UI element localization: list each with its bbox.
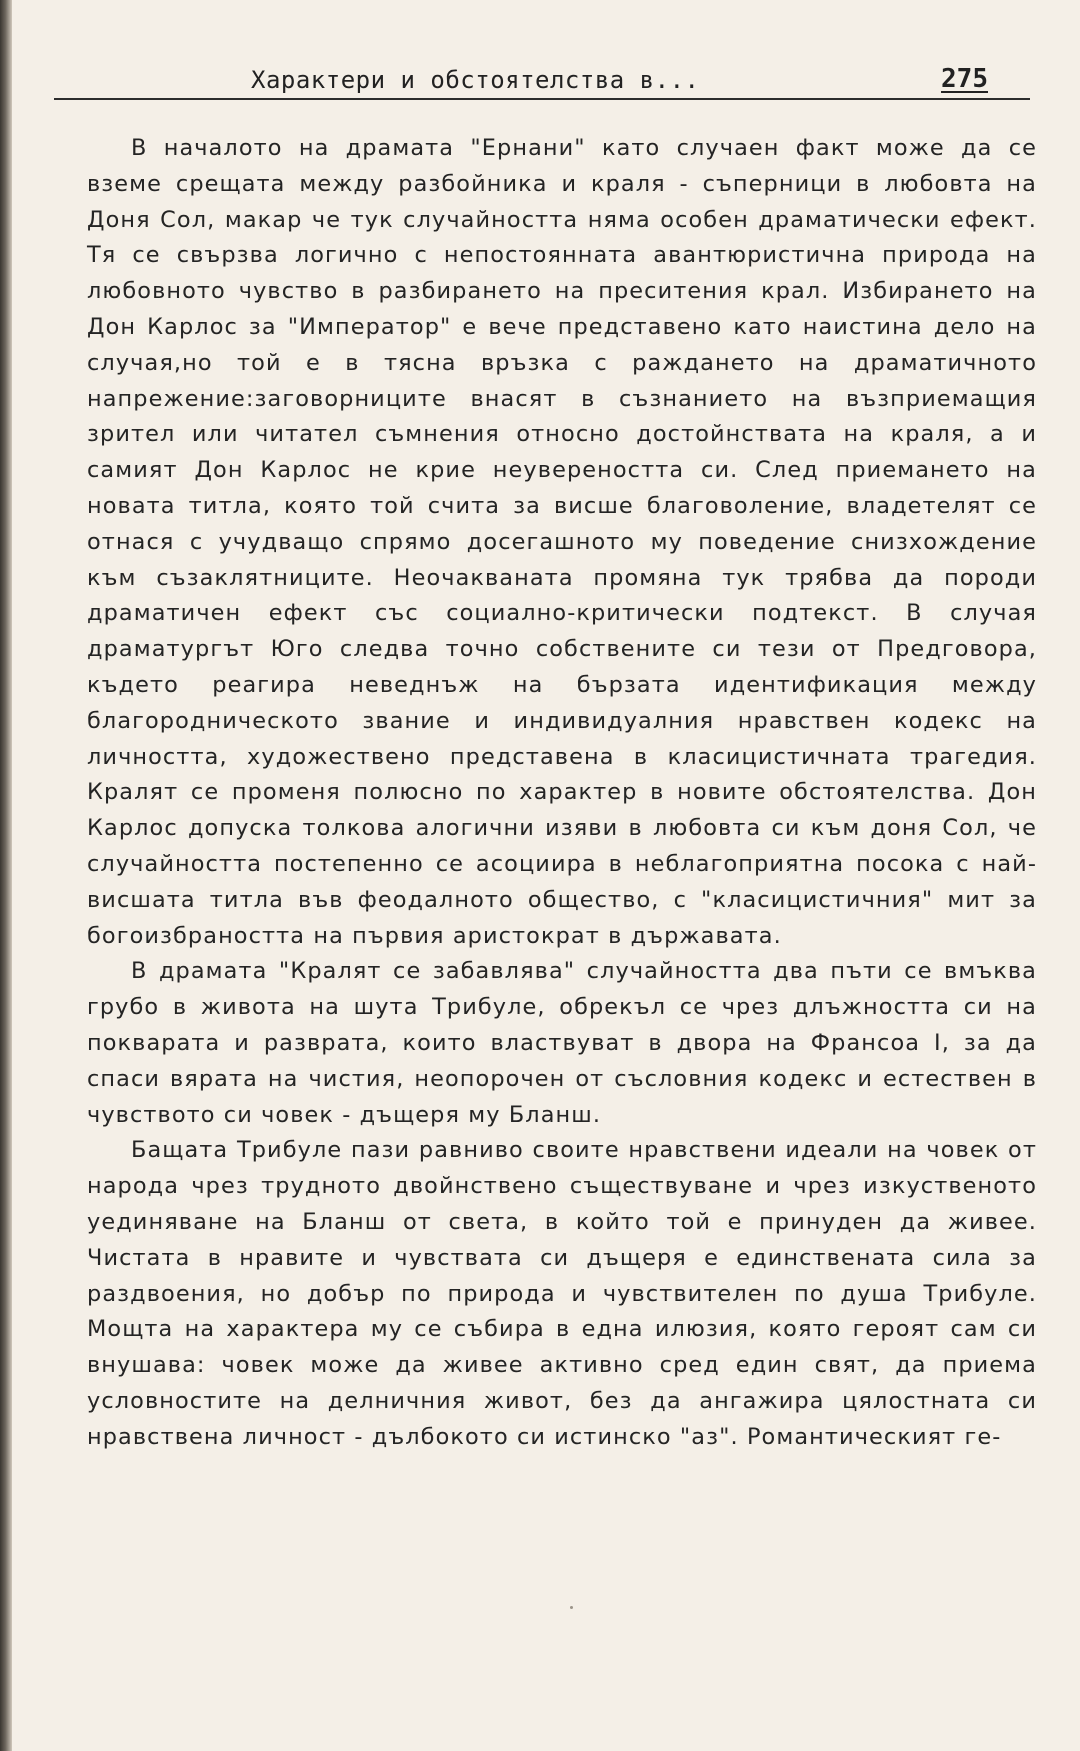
page-header — [54, 58, 1030, 100]
paper-speck — [570, 1606, 573, 1609]
paragraph: В началото на драмата "Ернани" като случаен факт може да се вземе срещата между разбойника и краля - съперници в любовта на Доня Сол, макар че тук случайността няма особен драматически ефект. Тя се свързва логично с непостоянната авантюристична природа на любовното чувство в разбирането на преситения крал. Избирането на Дон Карлос за "Император" е вече представено като наистина дело на случая,но той е в тясна връзка с раждането на драматичното напрежение:заговорниците внасят в съзнанието на възприемащия зрител или читател съмнения относно достойнствата на краля, а и самият Дон Карлос не крие неувереността си. След приемането на новата титла, която той счита за висше благоволение, владетелят се отнася с учудващо спрямо досегашното му поведение снизхождение към съзаклятниците. Неочакваната промяна тук трябва да породи драматичен ефект със социално-критически подтекст. В случая драматургът Юго следва точно собствените си тези от Предговора, където реагира неведнъж на бързата идентификация между благородническото звание и индивидуалния нравствен кодекс на личността, художествено представена в класицистичната трагедия. Кралят се променя полюсно по характер в новите обстоятелства. Дон Карлос допуска толкова алогични изяви в любовта си към доня Сол, че случайността постепенно се асоциира в неблагоприятна посока с най-висшата титла във феодалното общество, с "класицистичния" мит за богоизбраността на първия аристократ в държавата. — [87, 135, 1037, 949]
page-number: 275 — [941, 64, 988, 94]
book-page — [12, 0, 1080, 1751]
paragraph: В драмата "Кралят се забавлява" случайността два пъти се вмъква грубо в живота на шута Трибуле, обрекъл се чрез длъжността си на покварата и разврата, които властвуват в двора на Франсоа I, за да спаси вярата на чистия, неопорочен от съсловния кодекс и естествен в чувството си човек - дъщеря му Бланш. — [87, 958, 1037, 1128]
running-title: Характери и обстоятелства в... — [251, 66, 700, 94]
book-binding-edge — [0, 0, 12, 1751]
paragraph: Бащата Трибуле пази равниво своите нравствени идеали на човек от народа чрез трудното двойнствено съществуване и чрез изкуственото уединяване на Бланш от света, в който той е принуден да живее. Чистата в нравите и чувствата си дъщеря е единствената сила за раздвоения, но добър по природа и чувствителен по душа Трибуле. Мощта на характера му се събира в една илюзия, която героят сам си внушава: човек може да живее активно сред един свят, да приема условностите на делничния живот, без да ангажира цялостната си нравствена личност - дълбокото си истинско "аз". Романтическият ге- — [87, 1137, 1037, 1450]
body-text — [87, 131, 1037, 1455]
